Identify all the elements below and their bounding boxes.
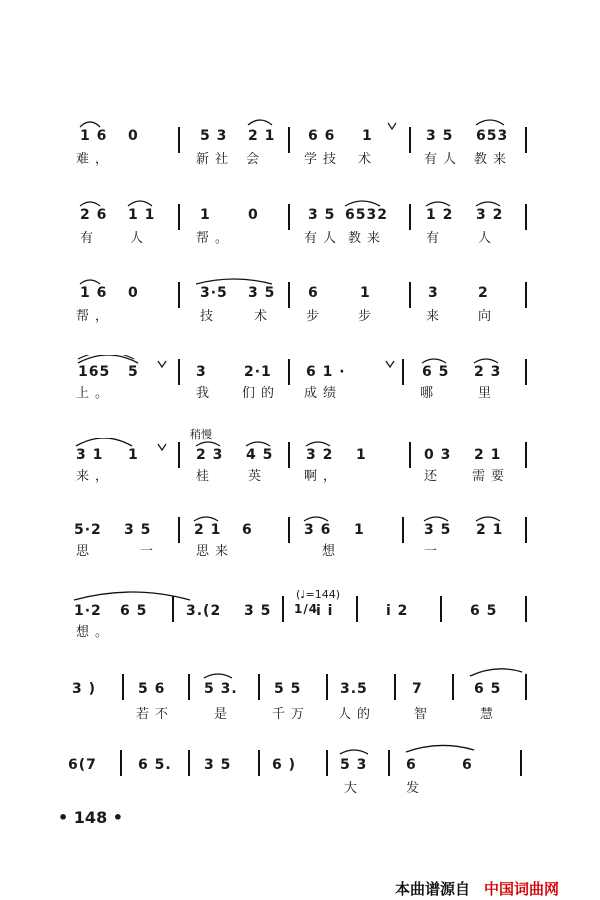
barline — [452, 674, 454, 700]
barline — [525, 517, 527, 543]
lyric: 教来 — [474, 152, 513, 167]
lyric: 思来 — [196, 544, 235, 559]
note-group: 2 1 — [476, 522, 504, 538]
lyric: 智 — [414, 707, 434, 722]
note-group: 2·1 — [244, 364, 272, 380]
note-group: 3 — [428, 285, 439, 301]
lyric: 成绩 — [304, 386, 343, 401]
barline — [178, 359, 180, 385]
note-group: 5 — [128, 364, 139, 380]
lyric: 教来 — [348, 231, 387, 246]
barline — [440, 596, 442, 622]
barline — [525, 596, 527, 622]
note-group: 2 1 — [194, 522, 222, 538]
note-group: 6 5 — [120, 603, 148, 619]
lyric: 需要 — [472, 469, 511, 484]
note-group: 3 — [196, 364, 207, 380]
note-group: 3 5 — [244, 603, 272, 619]
barline — [409, 282, 411, 308]
note-group: 5·2 — [74, 522, 102, 538]
lyric: 来 — [426, 309, 446, 324]
barline — [172, 596, 174, 622]
music-system-6 — [0, 513, 600, 573]
lyric: 帮， — [76, 309, 115, 324]
lyric: 桂 — [196, 469, 216, 484]
note-group: 3 2 — [306, 447, 334, 463]
lyric: 有人 — [424, 152, 463, 167]
barline — [409, 204, 411, 230]
barline — [402, 517, 404, 543]
note-group: 3 5 — [204, 757, 232, 773]
note-group: 5 3 — [340, 757, 368, 773]
barline — [178, 127, 180, 153]
lyric: 思 — [76, 544, 96, 559]
barline — [288, 204, 290, 230]
lyric: 步 — [306, 309, 326, 324]
note-group: 1/4 — [294, 602, 319, 616]
lyric: 一 — [424, 544, 444, 559]
lyric: 有 — [80, 231, 100, 246]
source-site-name: 中国词曲网 — [484, 880, 560, 898]
music-system-4 — [0, 355, 600, 415]
note-group: 4 5 — [246, 447, 274, 463]
note-group: 3 ) — [72, 681, 97, 697]
lyric: 想 — [322, 544, 342, 559]
note-group: 3.5 — [340, 681, 368, 697]
lyric: 千万 — [272, 707, 311, 722]
barline — [326, 674, 328, 700]
note-group: 0 — [128, 128, 139, 144]
music-system-2 — [0, 200, 600, 260]
barline — [409, 127, 411, 153]
lyric: 啊， — [304, 469, 343, 484]
note-group: 3 2 — [476, 207, 504, 223]
note-group: 1 — [200, 207, 211, 223]
lyric: 我 — [196, 386, 216, 401]
note-group: 6 5. — [138, 757, 172, 773]
lyric: 难， — [76, 152, 115, 167]
lyric: 学技 — [304, 152, 343, 167]
note-group: 6532 — [345, 207, 388, 223]
note-group: 1 — [128, 447, 139, 463]
note-group: 3.(2 — [186, 603, 222, 619]
barline — [525, 282, 527, 308]
barline — [520, 750, 522, 776]
note-group: 3 6 — [304, 522, 332, 538]
note-group: 2 3 — [196, 447, 224, 463]
lyric: 新社 — [196, 152, 235, 167]
lyric: 帮。 — [196, 231, 235, 246]
note-group: 5 5 — [274, 681, 302, 697]
note-group: 2 — [478, 285, 489, 301]
barline — [188, 750, 190, 776]
barline — [288, 359, 290, 385]
lyric: 还 — [424, 469, 444, 484]
note-group: 3 1 — [76, 447, 104, 463]
barline — [178, 442, 180, 468]
note-group: 3 5 — [426, 128, 454, 144]
barline — [356, 596, 358, 622]
note-group: 7 — [412, 681, 423, 697]
note-group: 5 6 — [138, 681, 166, 697]
note-group: i i — [316, 603, 334, 619]
barline — [178, 517, 180, 543]
note-group: 3 5 — [124, 522, 152, 538]
lyric: 英 — [248, 469, 268, 484]
note-group: 6 — [242, 522, 253, 538]
note-group: 2 1 — [248, 128, 276, 144]
note-group: 6 ) — [272, 757, 297, 773]
lyric: 哪 — [420, 386, 440, 401]
lyric: 上。 — [76, 386, 115, 401]
barline — [178, 282, 180, 308]
note-group: 6 5 — [474, 681, 502, 697]
note-group: 0 3 — [424, 447, 452, 463]
note-group: 1 — [354, 522, 365, 538]
barline — [525, 442, 527, 468]
barline — [288, 127, 290, 153]
lyric: 里 — [478, 386, 498, 401]
barline — [178, 204, 180, 230]
music-system-1 — [0, 115, 600, 175]
lyric: 技 — [200, 309, 220, 324]
note-group: 1·2 — [74, 603, 102, 619]
lyric: 人的 — [338, 707, 377, 722]
barline — [388, 750, 390, 776]
lyric: 有 — [426, 231, 446, 246]
barline — [525, 204, 527, 230]
barline — [122, 674, 124, 700]
note-group: 1 6 — [80, 128, 108, 144]
barline — [525, 674, 527, 700]
tempo-slow-marking: 稍慢 — [190, 428, 212, 441]
lyric: 人 — [478, 231, 498, 246]
note-group: 1 — [362, 128, 373, 144]
barline — [402, 359, 404, 385]
music-system-3 — [0, 278, 600, 338]
barline — [258, 750, 260, 776]
lyric: 慧 — [480, 707, 500, 722]
note-group: 1 — [356, 447, 367, 463]
lyric: 们的 — [242, 386, 281, 401]
page-number: • 148 • — [58, 808, 123, 827]
music-system-8 — [0, 668, 600, 728]
note-group: 1 6 — [80, 285, 108, 301]
note-group: 653 — [476, 128, 509, 144]
note-group: 6 5 — [470, 603, 498, 619]
note-group: 5 3. — [204, 681, 238, 697]
note-group: 6 — [308, 285, 319, 301]
barline — [288, 517, 290, 543]
note-group: 3·5 — [200, 285, 228, 301]
music-system-9 — [0, 742, 600, 802]
music-system-5 — [0, 438, 600, 498]
tempo-marking: (♩=144) — [296, 588, 340, 601]
note-group: 165 — [78, 364, 111, 380]
note-group: 6 1 · — [306, 364, 346, 380]
lyric: 是 — [214, 707, 234, 722]
note-group: 6(7 — [68, 757, 97, 773]
note-group: 6 — [462, 757, 473, 773]
barline — [326, 750, 328, 776]
note-group: 6 5 — [422, 364, 450, 380]
lyric: 人 — [130, 231, 150, 246]
lyric: 会 — [246, 152, 266, 167]
barline — [120, 750, 122, 776]
lyric: 来， — [76, 469, 115, 484]
barline — [282, 596, 284, 622]
lyric: 术 — [254, 309, 274, 324]
note-group: 3 5 — [248, 285, 276, 301]
note-group: 6 — [406, 757, 417, 773]
lyric: 有人 — [304, 231, 343, 246]
barline — [288, 442, 290, 468]
note-group: 3 5 — [424, 522, 452, 538]
barline — [394, 674, 396, 700]
note-group: 2 3 — [474, 364, 502, 380]
lyric: 向 — [478, 309, 498, 324]
note-group: 2 6 — [80, 207, 108, 223]
barline — [525, 359, 527, 385]
lyric: 若不 — [136, 707, 175, 722]
lyric: 大 — [344, 781, 364, 796]
note-group: 0 — [248, 207, 259, 223]
barline — [188, 674, 190, 700]
note-group: 6 6 — [308, 128, 336, 144]
note-group: 1 1 — [128, 207, 156, 223]
note-group: 0 — [128, 285, 139, 301]
note-group: i 2 — [386, 603, 409, 619]
lyric: 步 — [358, 309, 378, 324]
source-label: 本曲谱源自 — [395, 880, 471, 898]
note-group: 5 3 — [200, 128, 228, 144]
note-group: 3 5 — [308, 207, 336, 223]
barline — [409, 442, 411, 468]
lyric: 想。 — [76, 625, 115, 640]
note-group: 1 — [360, 285, 371, 301]
note-group: 2 1 — [474, 447, 502, 463]
source-footer — [395, 878, 559, 899]
note-group: 1 2 — [426, 207, 454, 223]
barline — [258, 674, 260, 700]
lyric: 术 — [358, 152, 378, 167]
barline — [288, 282, 290, 308]
lyric: 发 — [406, 781, 426, 796]
barline — [525, 127, 527, 153]
lyric: 一 — [140, 544, 160, 559]
